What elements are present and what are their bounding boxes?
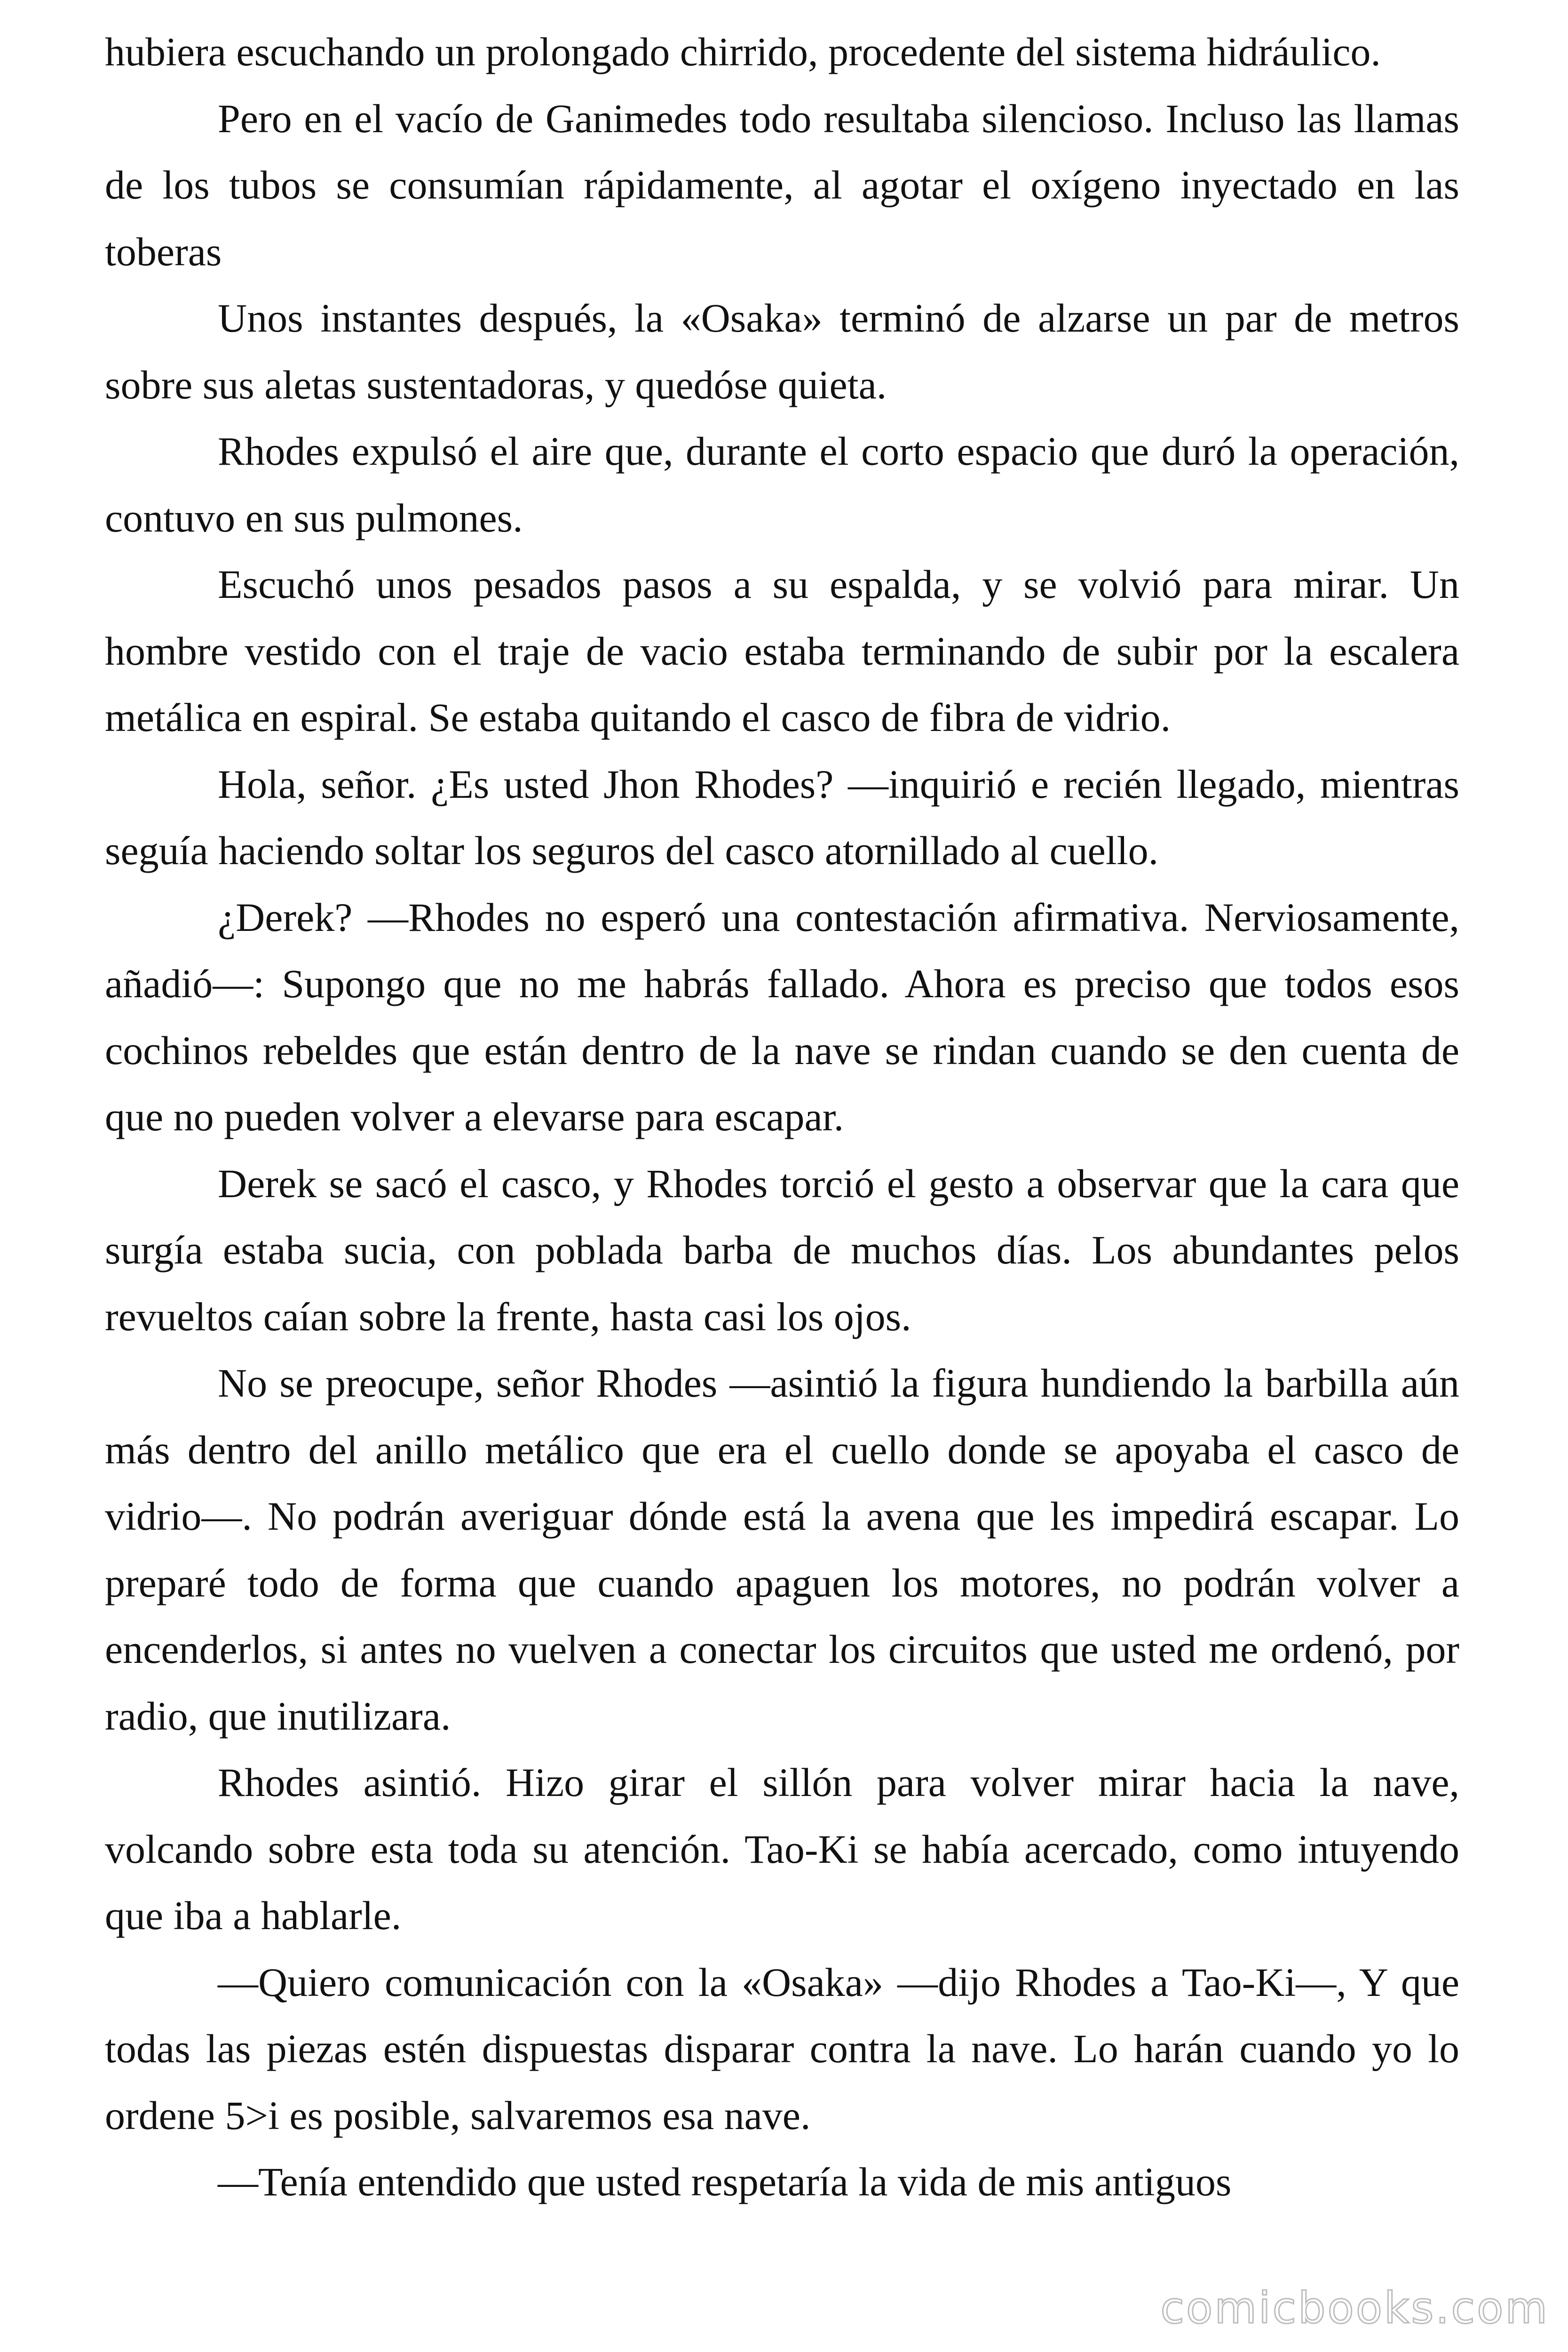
paragraph: —Tenía entendido que usted respetaría la vida de mis antiguos xyxy=(218,2159,1232,2204)
paragraph: ¿Derek? —Rhodes no esperó una contestación afirmativa. Nerviosamente, añadió—: Supongo que no me habrás fallado. Ahora es preciso que todos esos cochinos rebeldes que están dentro de la nave se rindan cuando se den cuenta de que no pueden volver a elevarse para escapar. xyxy=(105,894,1459,1139)
paragraph: Escuchó unos pesados pasos a su espalda, y se volvió para mirar. Un hombre vestido con el traje de vacio estaba terminando de subir por la escalera metálica en espiral. Se estaba quitando el casco de fibra de vidrio. xyxy=(105,562,1459,740)
paragraph-continuation: hubiera escuchando un prolongado chirrido, procedente del sistema hidráulico. xyxy=(105,29,1381,74)
watermark: comicbooks.com xyxy=(1160,2283,1549,2333)
paragraph: Hola, señor. ¿Es usted Jhon Rhodes? —inquirió e recién llegado, mientras seguía haciendo soltar los seguros del casco atornillado al cuello. xyxy=(105,761,1459,873)
book-page-text xyxy=(105,19,1459,2216)
paragraph: Unos instantes después, la «Osaka» terminó de alzarse un par de metros sobre sus aletas sustentadoras, y quedóse quieta. xyxy=(105,295,1459,407)
paragraph: —Quiero comunicación con la «Osaka» —dijo Rhodes a Tao-Ki—, Y que todas las piezas estén dispuestas disparar contra la nave. Lo harán cuando yo lo ordene 5>i es posible, salvaremos esa nave. xyxy=(105,1959,1459,2138)
paragraph: No se preocupe, señor Rhodes —asintió la figura hundiendo la barbilla aún más dentro del anillo metálico que era el cuello donde se apoyaba el casco de vidrio—. No podrán averiguar dónde está la avena que les impedirá escapar. Lo preparé todo de forma que cuando apaguen los motores, no podrán volver a encenderlos, si antes no vuelven a conectar los circuitos que usted me ordenó, por radio, que inutilizara. xyxy=(105,1360,1459,1739)
paragraph: Derek se sacó el casco, y Rhodes torció el gesto a observar que la cara que surgía estaba sucia, con poblada barba de muchos días. Los abundantes pelos revueltos caían sobre la frente, hasta casi los ojos. xyxy=(105,1160,1459,1339)
paragraph: Rhodes asintió. Hizo girar el sillón para volver mirar hacia la nave, volcando sobre esta toda su atención. Tao-Ki se había acercado, como intuyendo que iba a hablarle. xyxy=(105,1760,1459,1938)
paragraph: Rhodes expulsó el aire que, durante el corto espacio que duró la operación, contuvo en sus pulmones. xyxy=(105,429,1459,540)
paragraph: Pero en el vacío de Ganimedes todo resultaba silencioso. Incluso las llamas de los tubos se consumían rápidamente, al agotar el oxígeno inyectado en las toberas xyxy=(105,95,1459,274)
